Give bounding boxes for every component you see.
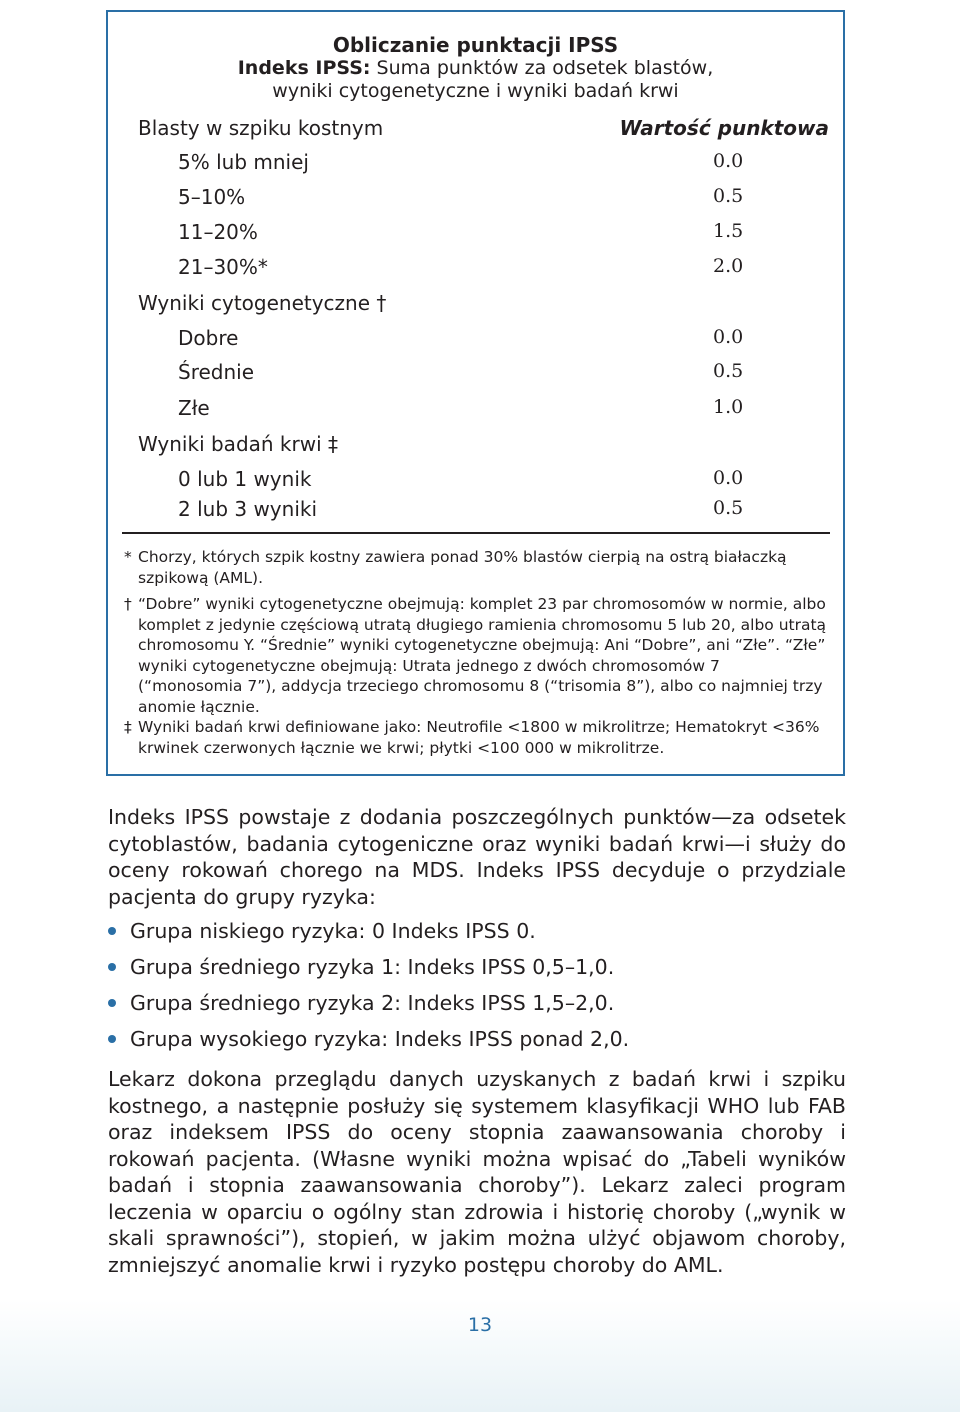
column-header-left: Blasty w szpiku kostnym	[138, 116, 384, 140]
closing-paragraph: Lekarz dokona przeglądu danych uzyskanych z badań krwi i szpiku kostnego, a następnie posłuży się systemem klasyfikacji WHO lub FAB oraz indeksem IPSS do oceny stopnia zaawansowania choroby i rokowań pacjenta. (Własne wyniki można wpisać do „Tabeli wyników badań i stopnia zaawansowania choroby”). Lekarz zaleci program leczenia w oparciu o ogólny stan zdrowia i historię choroby („wynik w skali sprawności”), stopień, w jakim można ulżyć objawom choroby, zmniejszyć anomalie krwi i ryzyko postępu choroby do AML.	[108, 1067, 846, 1277]
footnote-mark: †	[124, 595, 132, 613]
ipss-scoring-box	[106, 10, 845, 776]
list-item-text: Grupa wysokiego ryzyka: Indeks IPSS ponad 2,0.	[130, 1027, 630, 1051]
row-label: 2 lub 3 wyniki	[178, 497, 318, 521]
bullet-icon	[108, 999, 116, 1007]
row-value: 0.5	[713, 185, 744, 207]
row-label: 5% lub mniej	[178, 150, 309, 174]
row-label: Średnie	[178, 360, 255, 384]
row-value: 1.0	[713, 396, 744, 418]
table-divider	[122, 532, 830, 534]
column-header-right: Wartość punktowa	[619, 116, 829, 140]
footnote-text: Wyniki badań krwi definiowane jako: Neutrofile <1800 w mikrolitrze; Hematokryt <36% krwinek czerwonych łącznie we krwi; płytki <100 000 w mikrolitrze.	[138, 718, 820, 757]
footnote-mark: *	[124, 548, 132, 566]
footnote-text: Chorzy, których szpik kostny zawiera ponad 30% blastów cierpią na ostrą białaczką szpikową (AML).	[138, 548, 787, 587]
bullet-icon	[108, 927, 116, 935]
row-value: 0.0	[713, 326, 744, 348]
box-subtitle	[108, 57, 843, 103]
risk-group-list	[108, 918, 848, 1062]
bullet-icon	[108, 1035, 116, 1043]
row-label: Złe	[178, 396, 210, 420]
subtitle-rest: Suma punktów za odsetek blastów,	[370, 57, 714, 79]
footnote-text: “Dobre” wyniki cytogenetyczne obejmują: komplet 23 par chromosomów w normie, albo komplet z jedynie częściową utratą długiego ramienia chromosomu 5 lub 20, albo utratą chromosomu Y. “Średnie” wyniki cytogenetyczne obejmują: Ani “Dobre”, ani “Złe”. “Złe” wyniki cytogenetyczne obejmują: Utrata jednego z dwóch chromosomów 7 (“monosomia 7”), addycja trzeciego chromosomu 8 (“trisomia 8”), albo co najmniej trzy anomie łącznie.	[138, 595, 827, 716]
list-item-text: Grupa średniego ryzyka 2: Indeks IPSS 1,5–2,0.	[130, 991, 615, 1015]
row-value: 0.0	[713, 150, 744, 172]
row-label: Wyniki badań krwi ‡	[138, 432, 338, 456]
footnote-dagger	[124, 594, 828, 717]
list-item	[108, 954, 848, 990]
subtitle-bold: Indeks IPSS:	[237, 57, 371, 79]
row-label: Wyniki cytogenetyczne †	[138, 291, 387, 315]
footnote-double-dagger	[124, 717, 828, 758]
row-value: 0.5	[713, 497, 744, 519]
row-value: 0.0	[713, 467, 744, 489]
row-value: 0.5	[713, 360, 744, 382]
subtitle-line2: wyniki cytogenetyczne i wyniki badań krwi	[272, 80, 679, 102]
row-value: 2.0	[713, 255, 744, 277]
list-item-text: Grupa średniego ryzyka 1: Indeks IPSS 0,5–1,0.	[130, 955, 615, 979]
box-title: Obliczanie punktacji IPSS	[332, 33, 619, 57]
intro-paragraph: Indeks IPSS powstaje z dodania poszczególnych punktów—za odsetek cytoblastów, badania cytogeniczne oraz wyniki badań krwi—i służy do oceny rokowań chorego na MDS. Indeks IPSS decyduje o przydziale pacjenta do grupy ryzyka:	[108, 805, 846, 909]
list-item-text: Grupa niskiego ryzyka: 0 Indeks IPSS 0.	[130, 919, 536, 943]
list-item	[108, 918, 848, 954]
row-label: Dobre	[178, 326, 239, 350]
row-value: 1.5	[713, 220, 744, 242]
bullet-icon	[108, 963, 116, 971]
footnote-asterisk	[124, 547, 828, 588]
row-label: 0 lub 1 wynik	[178, 467, 312, 491]
row-label: 5–10%	[178, 185, 246, 209]
page-number: 13	[467, 1314, 493, 1336]
list-item	[108, 990, 848, 1026]
row-label: 11–20%	[178, 220, 258, 244]
footnote-mark: ‡	[124, 718, 132, 736]
row-label: 21–30%*	[178, 255, 268, 279]
list-item	[108, 1026, 848, 1062]
